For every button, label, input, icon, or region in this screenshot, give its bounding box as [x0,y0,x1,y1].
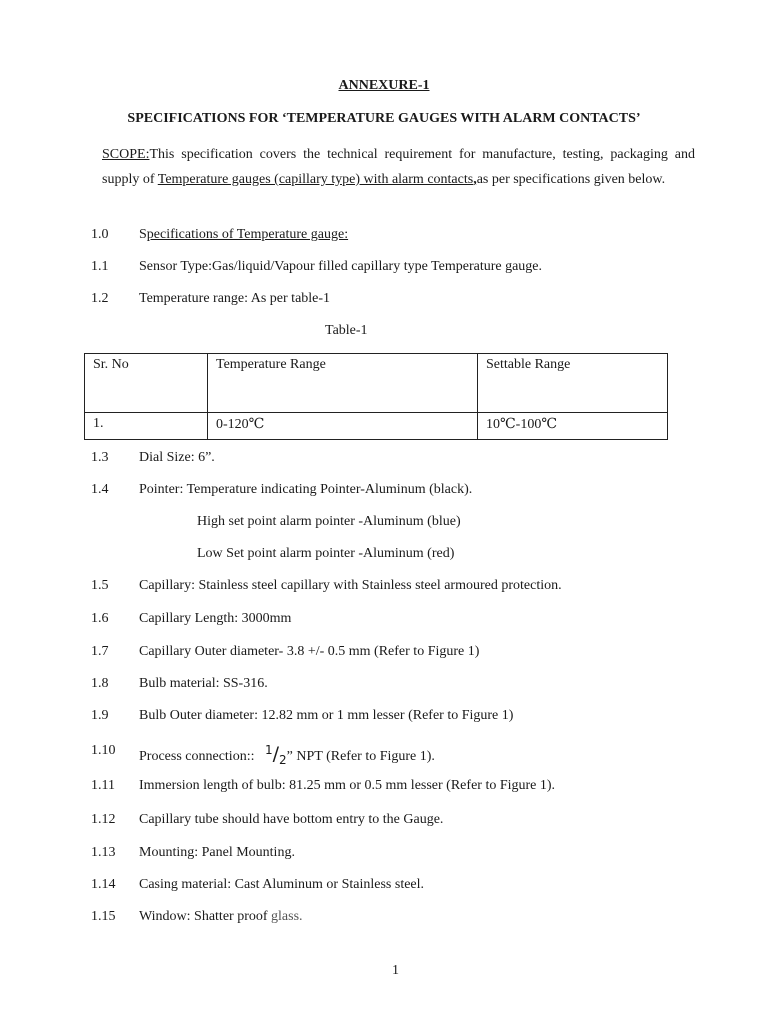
table-header-cell: Sr. No [85,354,208,413]
table-header-cell: Temperature Range [208,354,478,413]
item-number: 1.7 [91,644,109,659]
item-text: Capillary: Stainless steel capillary with Stainless steel armoured protection. [139,578,562,593]
item-text: Capillary Outer diameter- 3.8 +/- 0.5 mm (Refer to Figure 1) [139,644,480,659]
item-number: 1.14 [91,877,116,892]
section-heading [139,227,348,243]
window-text: Window: Shatter proof [139,909,272,924]
fraction-slash: / [272,743,280,765]
item-number: 1.10 [91,743,116,758]
item-number: 1.11 [91,778,115,793]
item-text: Pointer: Temperature indicating Pointer-Aluminum (black). [139,482,473,497]
item-subtext: High set point alarm pointer -Aluminum (blue) [197,514,461,529]
table-header-row [85,354,668,413]
item-number: 1.8 [91,676,109,691]
fraction-numerator: 1 [264,743,273,757]
item-text: Sensor Type:Gas/liquid/Vapour filled capillary type Temperature gauge. [139,259,543,274]
item-number: 1.12 [91,812,116,827]
item-number: 1.2 [91,291,109,306]
item-number: 1.4 [91,482,109,497]
item-subtext: Low Set point alarm pointer -Aluminum (red) [197,546,455,561]
table-cell: 10℃-100℃ [478,413,668,440]
page-number: 1 [392,963,399,978]
table-cell: 0-120℃ [208,413,478,440]
item-text: Capillary tube should have bottom entry to the Gauge. [139,812,444,827]
item-number: 1.15 [91,909,116,924]
item-text: Temperature range: As per table-1 [139,291,331,306]
item-number: 1.0 [91,227,109,242]
item-text [139,743,435,767]
item-text: Dial Size: 6”. [139,450,215,465]
section-heading-rest: pecifications of Temperature gauge: [146,227,349,242]
item-number: 1.13 [91,845,116,860]
process-connection-label: Process connection:: [139,749,255,764]
item-text: Capillary Length: 3000mm [139,611,292,626]
table-cell: 1. [85,413,208,440]
scope-comma: , [473,172,477,187]
section-heading-initial: S [139,227,147,242]
scope-text-before: This specification covers the technical requirement for manufacture, testing, packaging and supply of [102,147,695,187]
item-number: 1.1 [91,259,109,274]
half-inch-fraction [264,743,287,767]
item-number: 1.9 [91,708,109,723]
window-glass-text: glass. [271,909,303,924]
annexure-heading: ANNEXURE-1 [338,78,430,93]
item-text: Casing material: Cast Aluminum or Stainless steel. [139,877,425,892]
document-title: SPECIFICATIONS FOR ‘TEMPERATURE GAUGES WITH ALARM CONTACTS’ [127,111,641,126]
scope-underlined-text: Temperature gauges (capillary type) with alarm contacts [157,172,474,187]
scope-text-after: as per specifications given below. [476,172,666,187]
scope-label: SCOPE: [102,147,150,162]
scope-paragraph [102,142,695,192]
table-row [85,413,668,440]
item-number: 1.5 [91,578,109,593]
fraction-denominator: 2 [279,753,287,767]
item-text: Mounting: Panel Mounting. [139,845,295,860]
item-number: 1.6 [91,611,109,626]
temperature-table [84,353,668,440]
item-text: Bulb material: SS-316. [139,676,268,691]
item-text: Immersion length of bulb: 81.25 mm or 0.5 mm lesser (Refer to Figure 1). [139,778,556,793]
table-header-cell: Settable Range [478,354,668,413]
item-text [139,909,303,925]
table-caption: Table-1 [325,323,368,338]
item-number: 1.3 [91,450,109,465]
item-text: Bulb Outer diameter: 12.82 mm or 1 mm lesser (Refer to Figure 1) [139,708,514,723]
process-connection-suffix: ” NPT (Refer to Figure 1). [286,749,435,764]
